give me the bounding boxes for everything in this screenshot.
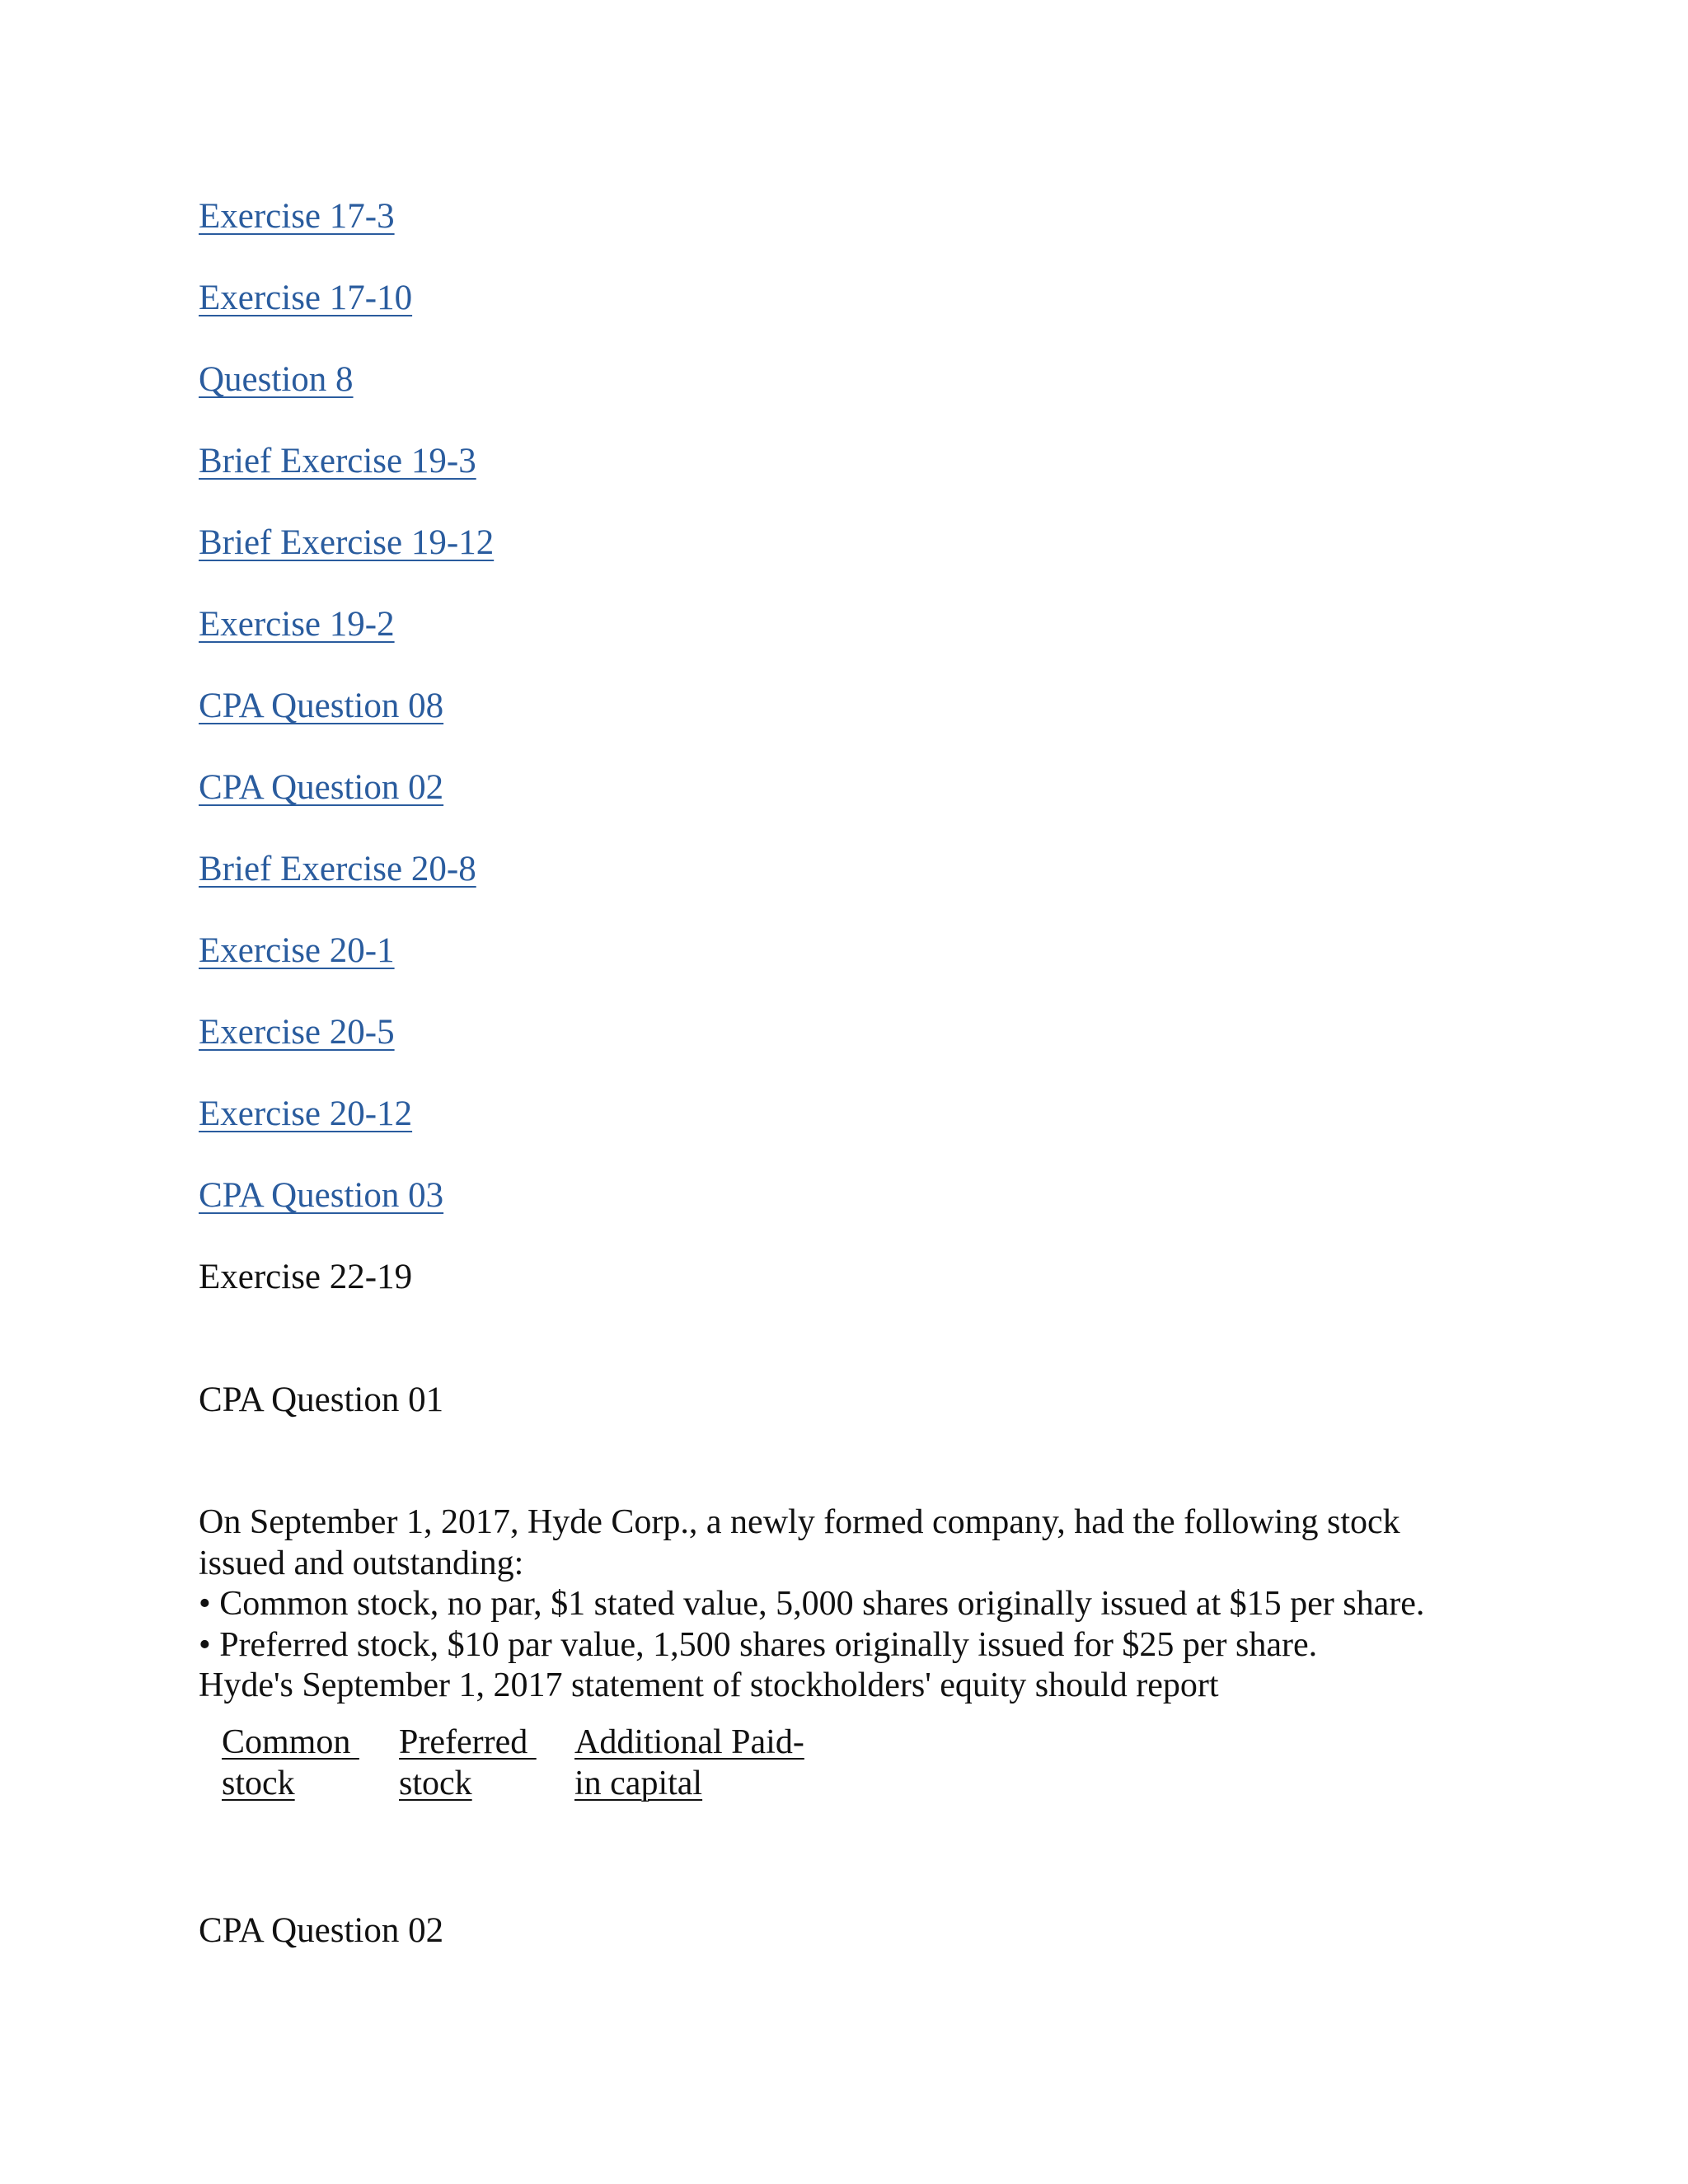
question-body [199, 1502, 1534, 1707]
link-cpa-question-08[interactable]: CPA Question 08 [199, 687, 444, 725]
column-header-apic-line-1: Additional Paid- [574, 1723, 804, 1761]
column-header-common-stock-line-1: Common [222, 1723, 359, 1761]
question-intro-line-2: issued and outstanding: [199, 1544, 524, 1582]
question-bullet-preferred-stock: • Preferred stock, $10 par value, 1,500 shares originally issued for $25 per share. [199, 1625, 1318, 1664]
column-header-additional-paid-in-capital [574, 1722, 804, 1804]
link-brief-exercise-19-3[interactable]: Brief Exercise 19-3 [199, 442, 476, 480]
heading-cpa-question-01: CPA Question 01 [199, 1380, 444, 1419]
column-header-common-stock-line-2: stock [222, 1764, 295, 1802]
column-header-preferred-stock-line-2: stock [399, 1764, 472, 1802]
heading-cpa-question-02: CPA Question 02 [199, 1911, 444, 1950]
link-exercise-17-3[interactable]: Exercise 17-3 [199, 197, 395, 236]
link-cpa-question-02[interactable]: CPA Question 02 [199, 768, 444, 807]
link-exercise-20-5[interactable]: Exercise 20-5 [199, 1013, 395, 1052]
question-prompt: Hyde's September 1, 2017 statement of stockholders' equity should report [199, 1666, 1219, 1704]
column-header-common-stock [222, 1722, 359, 1804]
link-exercise-19-2[interactable]: Exercise 19-2 [199, 605, 395, 644]
question-intro-line-1: On September 1, 2017, Hyde Corp., a newly formed company, had the following stock [199, 1503, 1400, 1541]
question-bullet-common-stock: • Common stock, no par, $1 stated value, 5,000 shares originally issued at $15 per share. [199, 1585, 1425, 1623]
link-cpa-question-03[interactable]: CPA Question 03 [199, 1176, 444, 1215]
link-brief-exercise-20-8[interactable]: Brief Exercise 20-8 [199, 850, 476, 888]
column-header-apic-line-2: in capital [574, 1764, 703, 1802]
column-header-preferred-stock [399, 1722, 537, 1804]
link-exercise-17-10[interactable]: Exercise 17-10 [199, 279, 413, 317]
link-exercise-20-1[interactable]: Exercise 20-1 [199, 931, 395, 970]
column-header-preferred-stock-line-1: Preferred [399, 1723, 537, 1761]
link-brief-exercise-19-12[interactable]: Brief Exercise 19-12 [199, 523, 495, 562]
heading-exercise-22-19: Exercise 22-19 [199, 1258, 413, 1296]
link-exercise-20-12[interactable]: Exercise 20-12 [199, 1094, 413, 1133]
link-question-8[interactable]: Question 8 [199, 360, 354, 399]
